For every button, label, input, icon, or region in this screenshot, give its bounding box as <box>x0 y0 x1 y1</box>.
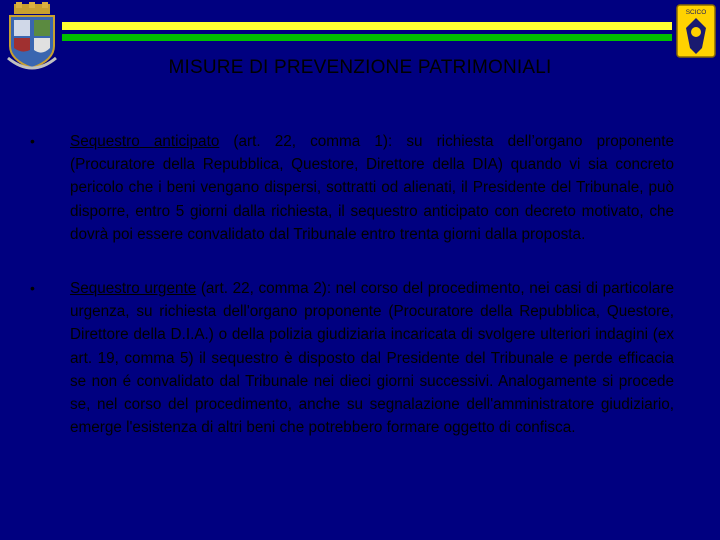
bullet: • <box>30 133 35 149</box>
item-description: (art. 22, comma 2): nel corso del procedimento, nei casi di particolare urgenza, su richiesta dell'organo proponente (Procuratore della Repubblica, Questore, Direttore della D.I.A.) o della polizia giudiziaria incaricata di svolgere ulteriori indagini (ex art. 19, comma 5) il sequestro è disposto dal Presidente del Tribunale e perde efficacia se non é convalidato dal Tribunale nei dieci giorni successivi. Analogamente si procede se, nel corso del procedimento, anche su segnalazione dell'amministratore giudiziario, emerge l'esistenza di altri beni che potrebbero formare oggetto di confisca. <box>70 280 674 437</box>
list-item <box>30 130 674 246</box>
item-term: anticipato <box>153 133 220 150</box>
item-text <box>70 130 674 246</box>
item-description: (art. 22, comma 1): su richiesta dell’organo proponente (Procuratore della Repubblica, Questore, Direttore della DIA) quando vi sia concreto pericolo che i beni vengano dispersi, sottratti od alienati, il Presidente del Tribunale, può disporre, entro 5 giorni dalla richiesta, il sequestro anticipato con decreto motivato, che dovrà poi essere convalidato dal Tribunale entro trenta giorni dalla proposta. <box>70 133 674 243</box>
item-text <box>70 277 674 439</box>
header-band-green <box>62 34 672 41</box>
slide-body <box>30 130 674 470</box>
slide-title: MISURE DI PREVENZIONE PATRIMONIALI <box>168 57 552 78</box>
emblem-label: SCICO <box>685 9 707 16</box>
item-term: Sequestro <box>70 133 140 150</box>
list-item <box>30 277 674 439</box>
bullet: • <box>30 280 35 297</box>
item-term: Sequestro urgente <box>70 280 197 298</box>
header-band-yellow <box>62 22 672 30</box>
police-emblem-icon <box>676 4 716 58</box>
